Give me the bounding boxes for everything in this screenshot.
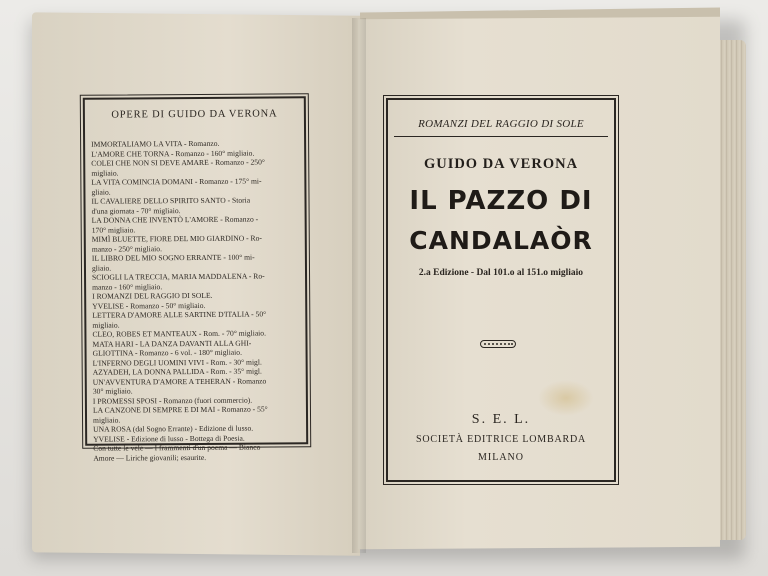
works-list-item: 170° migliaio. — [91, 224, 136, 235]
series-rule — [394, 136, 608, 137]
works-list-item: I ROMANZI DEL RAGGIO DI SOLE. — [92, 290, 213, 301]
works-list-item: YVELISE - Edizione di lusso - Bottega di Poesia. — [93, 433, 245, 444]
works-list-item: CLEO, ROBES ET MANTEAUX - Rom. - 70° migliaio. — [92, 328, 267, 339]
works-list-item: gliaio. — [91, 263, 112, 273]
works-list-item: L'INFERNO DEGLI UOMINI VIVI - Rom. - 30° migl. — [92, 357, 262, 368]
title-page-frame — [386, 98, 616, 482]
edition-info: 2.a Edizione - Dal 101.o al 151.o migliaio — [418, 268, 584, 278]
series-name: ROMANZI DEL RAGGIO DI SOLE — [418, 118, 584, 130]
book-title-line-1: IL PAZZO DI — [409, 186, 593, 216]
ornament-icon — [480, 340, 516, 348]
works-list-item: MATA HARI - LA DANZA DAVANTI ALLA GHI- — [92, 338, 252, 349]
works-list-item: I PROMESSI SPOSI - Romanzo (fuori commercio). — [92, 395, 253, 406]
works-list-item: AZYADEH, LA DONNA PALLIDA - Rom. - 35° migl. — [92, 366, 262, 377]
works-list-item: LA VITA COMINCIA DOMANI - Romanzo - 175° mi- — [91, 176, 262, 187]
book-spine — [352, 18, 366, 553]
works-list-item: IL LIBRO DEL MIO SOGNO ERRANTE - 100° mi- — [91, 252, 255, 263]
works-list-item: d'una giornata - 70° migliaio. — [91, 205, 181, 216]
works-list-item: IMMORTALIAMO LA VITA - Romanzo. — [91, 138, 220, 149]
publisher-name: SOCIETÀ EDITRICE LOMBARDA — [416, 434, 586, 445]
works-list-item: migliaio. — [92, 320, 120, 330]
works-list-item: YVELISE - Romanzo - 50° migliaio. — [92, 300, 206, 311]
works-list-item: IL CAVALIERE DELLO SPIRITO SANTO - Storia — [91, 195, 251, 206]
author-name: GUIDO DA VERONA — [423, 156, 579, 172]
works-list-item: UN'AVVENTURA D'AMORE A TEHERAN - Romanzo — [92, 376, 267, 387]
works-list-item: manzo - 160° migliaio. — [92, 281, 163, 292]
works-list — [91, 138, 302, 462]
works-list-item: UNA ROSA (dal Sogno Errante) - Edizione di lusso. — [93, 423, 254, 434]
works-list-item: manzo - 250° migliaio. — [91, 243, 162, 254]
publisher-city: MILANO — [478, 452, 524, 463]
works-list-item: LA CANZONE DI SEMPRE E DI MAI - Romanzo - 55° — [92, 404, 268, 415]
works-list-item: L'AMORE CHE TORNA - Romanzo - 160° migliaio. — [91, 148, 255, 159]
works-list-frame — [83, 96, 308, 463]
works-list-item: MIMÌ BLUETTE, FIORE DEL MIO GIARDINO - Ro- — [91, 233, 262, 244]
works-list-item: COLEI CHE NON SI DEVE AMARE - Romanzo - 250° — [91, 157, 265, 168]
book-title-line-2: CANDALAÒR — [409, 226, 593, 255]
works-list-item: 30° migliaio. — [92, 386, 133, 396]
works-list-item: migliaio. — [93, 415, 121, 425]
works-list-item: migliaio. — [91, 168, 119, 178]
works-heading: OPERE DI GUIDO DA VERONA — [111, 108, 278, 121]
publisher-initials: S. E. L. — [471, 412, 531, 427]
works-list-item: LA DONNA CHE INVENTÒ L'AMORE - Romanzo - — [91, 214, 259, 225]
works-list-item: gliaio. — [91, 187, 111, 197]
works-list-item: Amore — Liriche giovanili; esaurite. — [93, 452, 207, 463]
works-list-item: SCIOGLI LA TRECCIA, MARIA MADDALENA - Ro- — [92, 271, 265, 282]
works-list-item: LETTERA D'AMORE ALLE SARTINE D'ITALIA - 50° — [92, 309, 267, 320]
works-list-item: Con tutte le vele — I frammenti d'un poema — Bianco — [93, 442, 261, 453]
works-list-item: GLIOTTINA - Romanzo - 6 vol. - 180° migliaio. — [92, 347, 243, 358]
